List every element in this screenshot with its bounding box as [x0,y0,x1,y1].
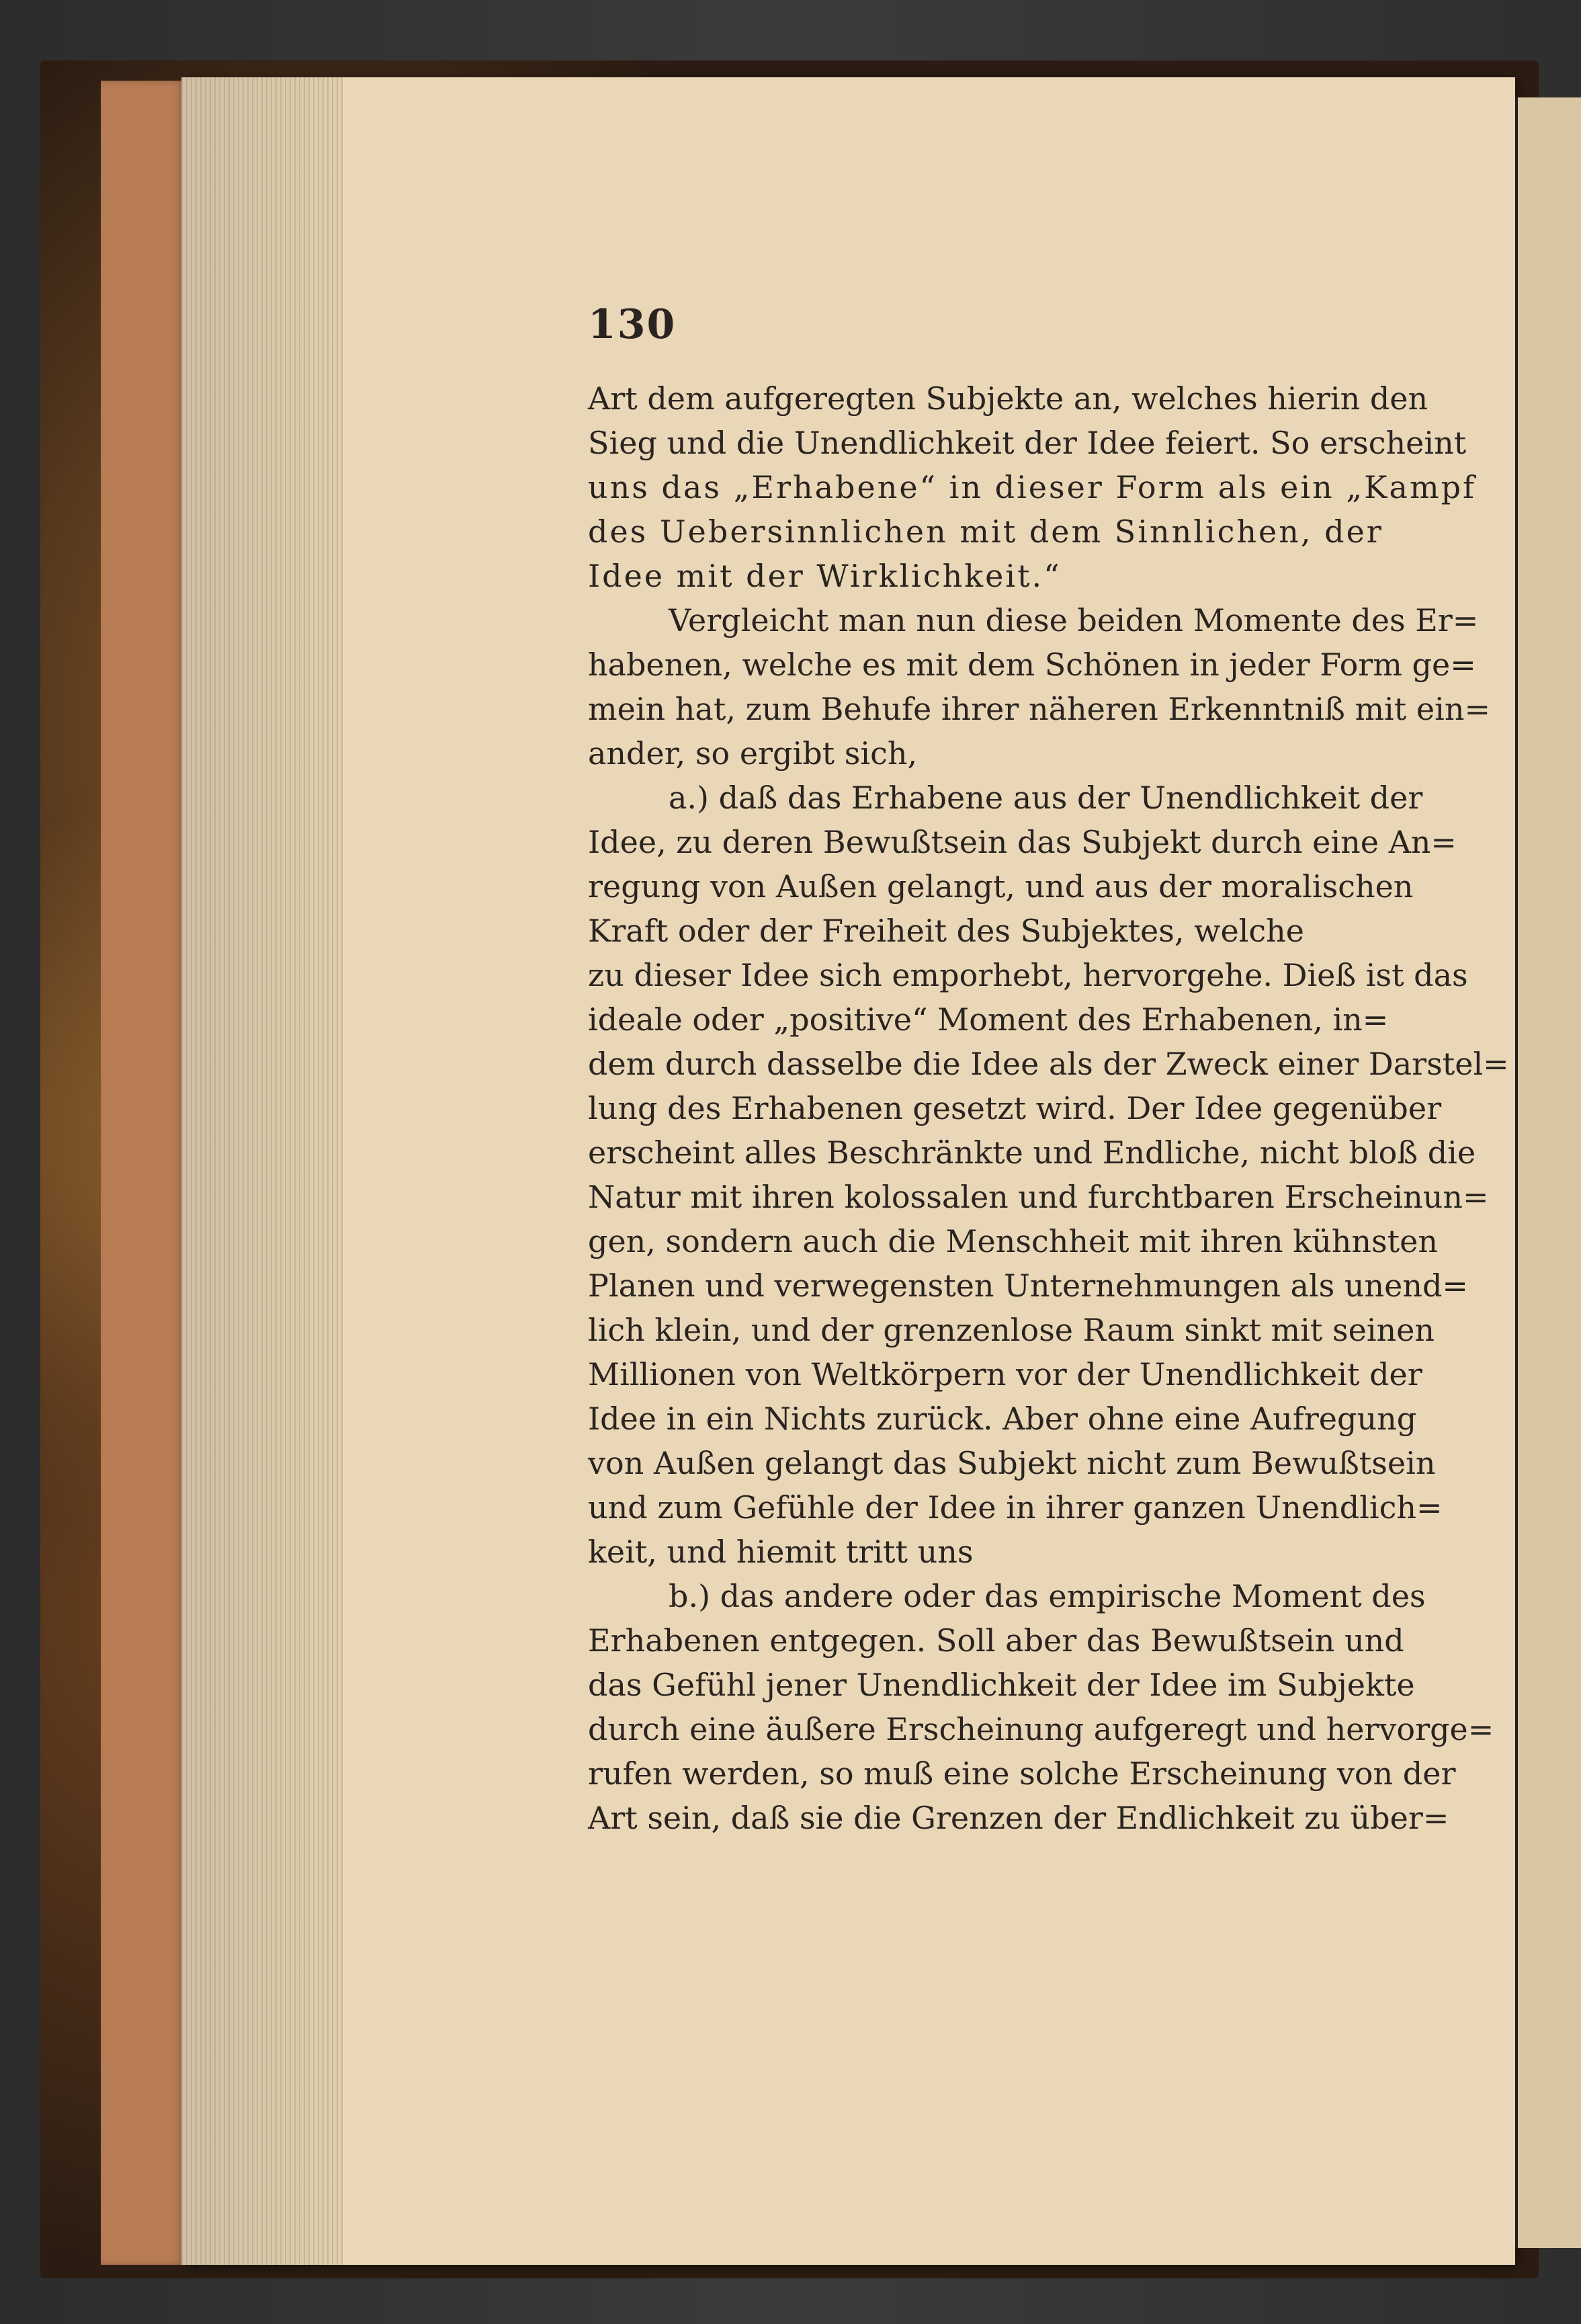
text-line: erscheint alles Beschränkte und Endliche, nicht bloß die [588,1134,1476,1171]
text-line: zu dieser Idee sich emporhebt, hervorgehe. Dieß ist das [588,957,1468,993]
text-line: habenen, welche es mit dem Schönen in jeder Form ge= [588,647,1476,683]
text-line: keit, und hiemit tritt uns [588,1534,974,1570]
text-line: gen, sondern auch die Menschheit mit ihren kühnsten [588,1223,1438,1259]
facing-page-edge [1515,97,1581,2248]
text-line: Erhabenen entgegen. Soll aber das Bewußtsein und [588,1622,1404,1659]
text-line: a.) daß das Erhabene aus der Unendlichkeit der [669,780,1423,816]
text-line: b.) das andere oder das empirische Moment des [669,1578,1426,1614]
text-line: Vergleicht man nun diese beiden Momente des Er= [669,602,1479,638]
text-line: Idee mit der Wirklichkeit.“ [588,558,1062,594]
text-line: und zum Gefühle der Idee in ihrer ganzen Unendlich= [588,1489,1443,1526]
text-line: von Außen gelangt das Subjekt nicht zum Bewußtsein [588,1445,1436,1481]
text-line: Art dem aufgeregten Subjekte an, welches hierin den [588,380,1428,417]
text-line: lung des Erhabenen gesetzt wird. Der Idee gegenüber [588,1090,1442,1126]
text-line: regung von Außen gelangt, und aus der moralischen [588,868,1414,905]
text-line: ander, so ergibt sich, [588,735,918,772]
text-line: rufen werden, so muß eine solche Erscheinung von der [588,1755,1456,1792]
text-line: des Uebersinnlichen mit dem Sinnlichen, der [588,513,1383,550]
text-line: dem durch dasselbe die Idee als der Zweck einer Darstel= [588,1046,1509,1082]
page-number: 130 [588,301,677,348]
text-line: Natur mit ihren kolossalen und furchtbaren Erscheinun= [588,1179,1489,1215]
text-line: lich klein, und der grenzenlose Raum sinkt mit seinen [588,1312,1435,1348]
text-line: Planen und verwegensten Unternehmungen als unend= [588,1268,1468,1304]
text-line: Millionen von Weltkörpern vor der Unendlichkeit der [588,1356,1422,1393]
text-line: ideale oder „positive“ Moment des Erhabenen, in= [588,1001,1389,1038]
text-line: Art sein, daß sie die Grenzen der Endlichkeit zu über= [588,1800,1449,1836]
text-line: mein hat, zum Behufe ihrer näheren Erkenntniß mit ein= [588,691,1490,727]
text-line: Idee in ein Nichts zurück. Aber ohne eine Aufregung [588,1401,1417,1437]
text-line: das Gefühl jener Unendlichkeit der Idee im Subjekte [588,1667,1415,1703]
book-spine-edge [101,81,188,2265]
text-line: Idee, zu deren Bewußtsein das Subjekt durch eine An= [588,824,1457,860]
text-line: Sieg und die Unendlichkeit der Idee feiert. So erscheint [588,425,1467,461]
page-edge-shading [181,77,343,2265]
text-line: durch eine äußere Erscheinung aufgeregt und hervorge= [588,1711,1494,1747]
page-text-block [588,376,1509,1840]
text-line: uns das „Erhabene“ in dieser Form als ein „Kampf [588,469,1477,505]
text-line: Kraft oder der Freiheit des Subjektes, welche [588,913,1304,949]
